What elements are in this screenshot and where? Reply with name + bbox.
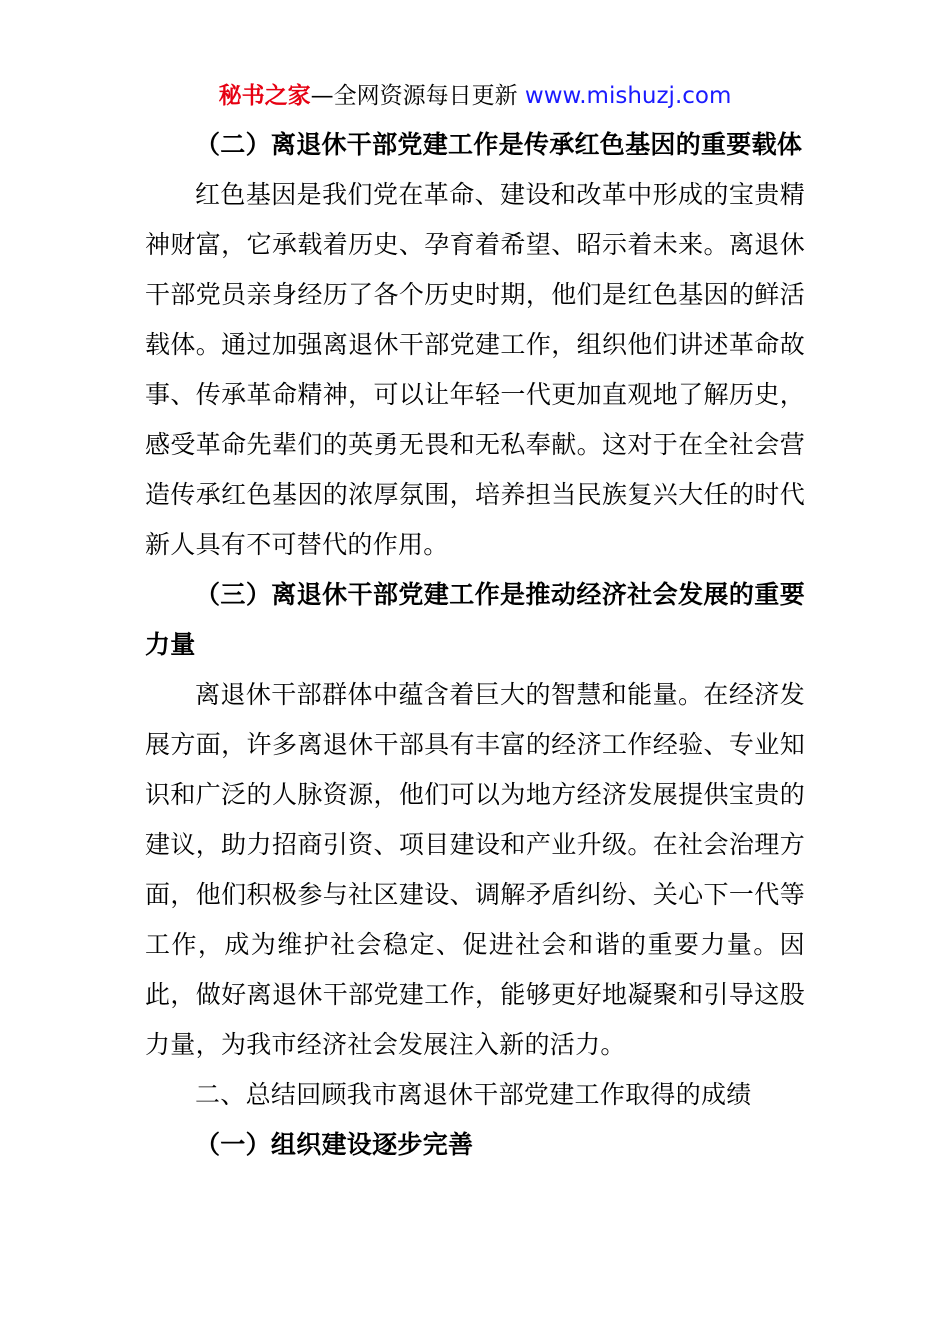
header-tagline: —全网资源每日更新 (310, 83, 525, 109)
body-paragraph-red-gene: 红色基因是我们党在革命、建设和改革中形成的宝贵精神财富，它承载着历史、孕育着希望、昭示着未来。离退休干部党员亲身经历了各个历史时期，他们是红色基因的鲜活载体。通过加强离退休干部党建工作，组织他们讲述革命故事、传承革命精神，可以让年轻一代更加直观地了解历史，感受革命先辈们的英勇无畏和无私奉献。这对于在全社会营造传承红色基因的浓厚氛围，培养担当民族复兴大任的时代新人具有不可替代的作用。 (145, 180, 805, 559)
section-heading-organization: （一）组织建设逐步完善 (195, 1130, 474, 1159)
section-heading-2: （二）离退休干部党建工作是传承红色基因的重要载体 (195, 130, 803, 159)
section-heading-3: （三）离退休干部党建工作是推动经济社会发展的重要力量 (145, 580, 805, 659)
header-url-link[interactable]: www.mishuzj.com (524, 83, 732, 109)
document-body (145, 120, 805, 1170)
page-header (0, 80, 950, 112)
header-brand: 秘书之家 (218, 83, 311, 109)
body-paragraph-economic: 离退休干部群体中蕴含着巨大的智慧和能量。在经济发展方面，许多离退休干部具有丰富的经济工作经验、专业知识和广泛的人脉资源，他们可以为地方经济发展提供宝贵的建议，助力招商引资、项目建设和产业升级。在社会治理方面，他们积极参与社区建设、调解矛盾纠纷、关心下一代等工作，成为维护社会稳定、促进社会和谐的重要力量。因此，做好离退休干部党建工作，能够更好地凝聚和引导这股力量，为我市经济社会发展注入新的活力。 (145, 680, 805, 1059)
chapter-heading-2: 二、总结回顾我市离退休干部党建工作取得的成绩 (195, 1080, 752, 1109)
